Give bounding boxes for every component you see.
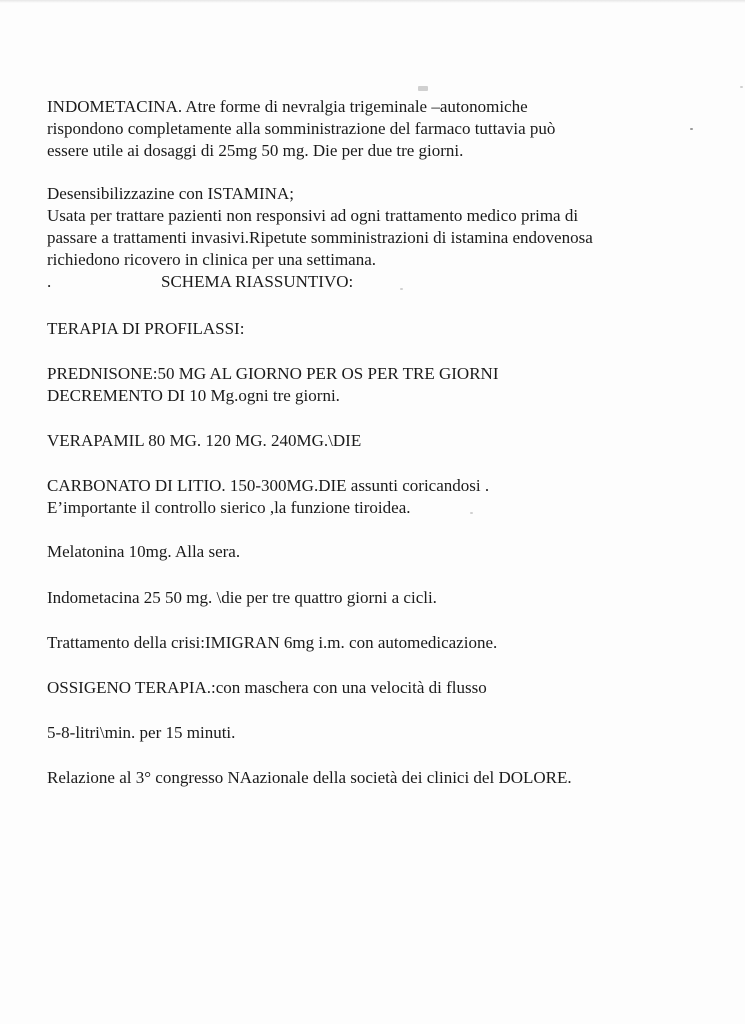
istamina-line-3: richiedono ricovero in clinica per una settimana. [47,250,377,269]
scan-speck [418,86,428,91]
indometacina-line-2: rispondono completamente alla somministrazione del farmaco tuttavia può [47,119,556,138]
verapamil-line: VERAPAMIL 80 MG. 120 MG. 240MG.\DIE [47,431,362,450]
relazione-line: Relazione al 3° congresso NAazionale della società dei clinici del DOLORE. [47,768,572,787]
scan-speck [690,128,693,130]
carbonato-line-2: E’importante il controllo sierico ,la funzione tiroidea. [47,498,411,517]
melatonina-line: Melatonina 10mg. Alla sera. [47,542,241,561]
carbonato-line-1: CARBONATO DI LITIO. 150-300MG.DIE assunti coricandosi . [47,476,490,495]
indometacina-line-3: essere utile ai dosaggi di 25mg 50 mg. Die per due tre giorni. [47,141,464,160]
flusso-line: 5-8-litri\min. per 15 minuti. [47,723,236,742]
istamina-line-2: passare a trattamenti invasivi.Ripetute somministrazioni di istamina endovenosa [47,228,593,247]
indometacina-line-1: INDOMETACINA. Atre forme di nevralgia trigeminale –autonomiche [47,97,528,116]
schema-dot: . [47,272,52,291]
istamina-heading: Desensibilizzazine con ISTAMINA; [47,184,294,203]
indometacina-cicli-line: Indometacina 25 50 mg. \die per tre quattro giorni a cicli. [47,588,437,607]
scan-speck [470,512,473,514]
prednisone-line-2: DECREMENTO DI 10 Mg.ogni tre giorni. [47,386,340,405]
istamina-line-1: Usata per trattare pazienti non responsivi ad ogni trattamento medico prima di [47,206,579,225]
ossigeno-terapia-line: OSSIGENO TERAPIA.:con maschera con una velocità di flusso [47,678,487,697]
trattamento-crisi-line: Trattamento della crisi:IMIGRAN 6mg i.m. con automedicazione. [47,633,498,652]
terapia-profilassi-heading: TERAPIA DI PROFILASSI: [47,319,245,338]
schema-title: SCHEMA RIASSUNTIVO: [161,272,354,291]
scan-top-edge [0,0,745,3]
prednisone-line-1: PREDNISONE:50 MG AL GIORNO PER OS PER TRE GIORNI [47,364,499,383]
scan-speck [400,288,403,290]
scan-speck [740,86,743,88]
